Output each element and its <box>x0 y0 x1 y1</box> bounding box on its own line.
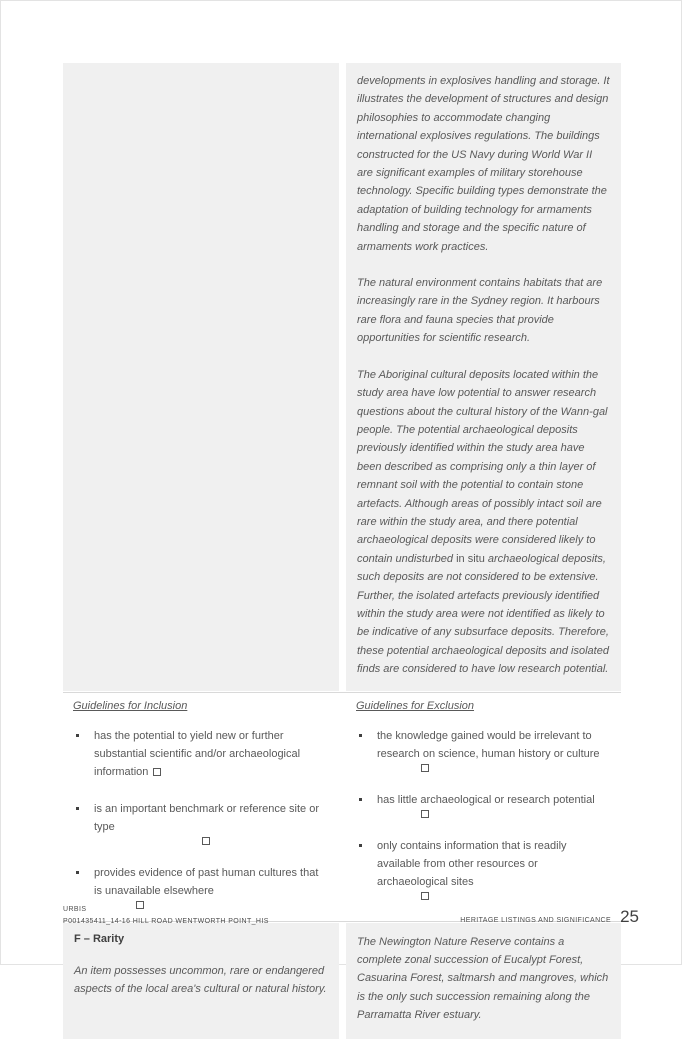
guideline-label: has the potential to yield new or further substantial scientific and/or archaeological information <box>94 729 301 778</box>
checkbox-icon <box>202 837 210 845</box>
assessment-paragraph-2: The natural environment contains habitats that are increasingly rare in the Sydney region. It harbours rare flora and fauna species that provide opportunities for scientific research. <box>357 277 603 345</box>
paragraph-segment: The Aboriginal cultural deposits located within the study area have low potential to answer research questions about the cultural history of the Wann-gal people. The potential archaeological deposits previously identified within the study area have been described as comprising only a thin layer of remnant soil with the potential to contain stone artefacts. Although areas of possibly intact soil are rare within the study area, and there potential archaeological deposits were considered likely to contain undisturbed <box>357 368 608 565</box>
list-item <box>356 837 611 900</box>
checkbox-icon <box>421 810 429 818</box>
list-item <box>356 791 611 818</box>
checkbox-icon <box>421 764 429 772</box>
guideline-label: the knowledge gained would be irrelevant to research on science, human history or culture <box>377 729 600 760</box>
assessment-paragraph-3 <box>357 366 610 679</box>
footer-section-title: HERITAGE LISTINGS AND SIGNIFICANCE <box>460 917 612 924</box>
guideline-text <box>94 727 329 781</box>
criterion-title: F – Rarity <box>74 932 125 945</box>
rarity-assessment-cell: The Newington Nature Reserve contains a complete zonal succession of Eucalypt Forest, Casuarina Forest, saltmarsh and mangroves, which is the only such succession remaining along the Parramatta River estuary. <box>346 923 621 1039</box>
footer-right <box>460 907 639 927</box>
guidelines-row <box>63 692 621 922</box>
guideline-label: is an important benchmark or reference site or type <box>94 802 319 833</box>
list-item <box>73 864 329 909</box>
bullet-square-icon <box>356 727 377 772</box>
guidelines-inclusion-cell <box>63 693 339 921</box>
paragraph-segment-in-situ: in situ <box>456 552 485 565</box>
guideline-text <box>94 800 329 845</box>
guidelines-exclusion-heading: Guidelines for Exclusion <box>356 699 475 712</box>
assessment-paragraphs <box>357 72 610 679</box>
guideline-label: only contains information that is readily available from other resources or archaeological sites <box>377 839 567 888</box>
guideline-text <box>377 727 611 772</box>
guidelines-inclusion-heading: Guidelines for Inclusion <box>73 699 188 712</box>
bullet-square-icon <box>356 791 377 818</box>
rarity-criterion-cell <box>63 923 339 1039</box>
assessment-paragraph-1: developments in explosives handling and storage. It illustrates the development of structures and design philosophies to accommodate changing international explosives regulations. The buildings constructed for the US Navy during World War II are significant examples of military storehouse technology. Specific building types demonstrate the adaptation of building technology for armaments handling and storage and the specific nature of armaments work practices. <box>357 75 610 253</box>
assessment-text-cell <box>346 63 621 691</box>
rarity-row <box>63 923 621 1039</box>
list-item <box>356 727 611 772</box>
significance-table <box>63 63 621 1039</box>
bullet-square-icon <box>73 864 94 909</box>
bullet-square-icon <box>356 837 377 900</box>
checkbox-icon <box>421 892 429 900</box>
footer-company: URBIS <box>63 906 87 913</box>
guideline-label: provides evidence of past human cultures that is unavailable elsewhere <box>94 866 319 897</box>
assessment-row <box>63 63 621 691</box>
list-item <box>73 800 329 845</box>
guideline-text <box>377 837 611 900</box>
guideline-text <box>377 791 611 818</box>
page-footer <box>63 904 639 927</box>
criterion-definition: An item possesses uncommon, rare or endangered aspects of the local area's cultural or natural history. <box>74 964 327 995</box>
assessment-criterion-cell-empty <box>63 63 339 691</box>
guideline-label: has little archaeological or research potential <box>377 793 595 806</box>
footer-document-ref: P001435411_14-16 HILL ROAD WENTWORTH POINT_HIS <box>63 917 269 925</box>
footer-left <box>63 904 269 927</box>
paragraph-segment: archaeological deposits, such deposits are not considered to be extensive. Further, the isolated artefacts previously identified within the study area were not identified as likely to be indicative of any subsurface deposits. Therefore, these potential archaeological deposits and isolated finds are considered to have low research potential. <box>357 552 609 676</box>
guideline-text <box>94 864 329 909</box>
list-item <box>73 727 329 781</box>
bullet-square-icon <box>73 800 94 845</box>
guidelines-exclusion-cell <box>346 693 621 921</box>
checkbox-icon <box>153 768 161 776</box>
bullet-square-icon <box>73 727 94 781</box>
page-number: 25 <box>620 907 639 926</box>
